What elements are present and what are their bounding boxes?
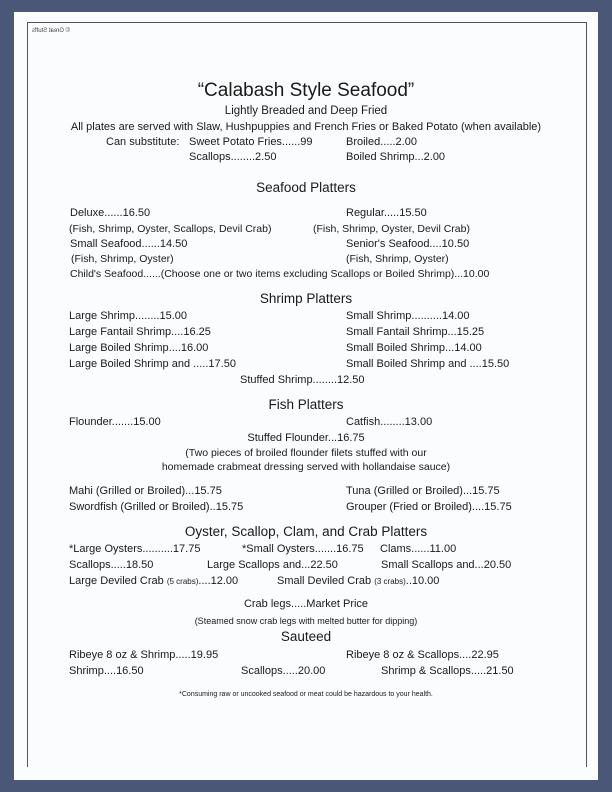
menu-item: Small Shrimp..........14.00 — [346, 310, 470, 322]
item-note: (3 crabs) — [374, 577, 406, 586]
item-description: (Fish, Shrimp, Oyster, Scallops, Devil Crab) — [69, 223, 272, 235]
substitute-item: Broiled.....2.00 — [346, 136, 417, 148]
item-name: Large Deviled Crab — [69, 575, 164, 587]
menu-item — [69, 575, 238, 588]
menu-subtitle: Lightly Breaded and Deep Fried — [224, 105, 388, 117]
menu-item: *Large Oysters..........17.75 — [69, 543, 201, 555]
menu-item: Ribeye 8 oz & Shrimp.....19.95 — [69, 649, 219, 661]
corner-mark: © Great Stuffs — [32, 28, 70, 34]
menu-item: Small Boiled Shrimp...14.00 — [346, 342, 482, 354]
menu-item: Clams......11.00 — [380, 543, 457, 555]
menu-item: Small Scallops and...20.50 — [381, 559, 512, 571]
menu-item: Small Boiled Shrimp and ....15.50 — [346, 358, 510, 370]
menu-item: Shrimp....16.50 — [69, 665, 144, 677]
menu-item: Small Fantail Shrimp...15.25 — [346, 326, 485, 338]
menu-item: Child's Seafood......(Choose one or two items excluding Scallops or Boiled Shrimp)...10.00 — [70, 268, 490, 280]
substitute-item: Scallops........2.50 — [189, 151, 277, 163]
menu-item: Large Boiled Shrimp....16.00 — [69, 342, 209, 354]
served-with-note: All plates are served with Slaw, Hushpuppies and French Fries or Baked Potato (when available) — [70, 121, 542, 133]
section-heading: Oyster, Scallop, Clam, and Crab Platters — [184, 524, 428, 539]
item-name: Small Deviled Crab — [277, 575, 372, 587]
menu-item: Swordfish (Grilled or Broiled)..15.75 — [69, 501, 244, 513]
menu-item: Tuna (Grilled or Broiled)...15.75 — [346, 485, 500, 497]
section-heading: Fish Platters — [268, 397, 344, 412]
substitute-item: Sweet Potato Fries......99 — [189, 136, 313, 148]
health-disclaimer: *Consuming raw or uncooked seafood or meat could be hazardous to your health. — [179, 691, 433, 698]
menu-item: *Small Oysters.......16.75 — [242, 543, 364, 555]
menu-item: Grouper (Fried or Broiled)....15.75 — [346, 501, 512, 513]
item-price: ....12.00 — [198, 575, 239, 587]
menu-item: Large Boiled Shrimp and .....17.50 — [69, 358, 236, 370]
section-heading: Seafood Platters — [256, 180, 356, 195]
menu-item — [277, 575, 439, 588]
menu-item: Small Seafood......14.50 — [70, 238, 188, 250]
item-description: (Fish, Shrimp, Oyster, Devil Crab) — [313, 223, 470, 235]
menu-item: Ribeye 8 oz & Scallops....22.95 — [346, 649, 499, 661]
menu-item: Catfish........13.00 — [346, 416, 433, 428]
menu-item: Scallops.....18.50 — [69, 559, 154, 571]
menu-item: Large Shrimp........15.00 — [69, 310, 188, 322]
item-description: (Two pieces of broiled flounder filets stuffed with our — [185, 447, 427, 459]
item-description: (Fish, Shrimp, Oyster) — [71, 253, 174, 265]
menu-item: Large Fantail Shrimp....16.25 — [69, 326, 211, 338]
item-description: homemade crabmeat dressing served with hollandaise sauce) — [161, 461, 451, 473]
menu-item: Stuffed Flounder...16.75 — [247, 432, 365, 444]
menu-item: Senior's Seafood....10.50 — [346, 238, 470, 250]
menu-item: Flounder.......15.00 — [69, 416, 161, 428]
section-heading: Sauteed — [280, 629, 332, 644]
substitute-item: Boiled Shrimp...2.00 — [346, 151, 446, 163]
menu-item: Shrimp & Scallops.....21.50 — [381, 665, 514, 677]
item-description: (Steamed snow crab legs with melted butter for dipping) — [194, 616, 418, 626]
menu-item: Stuffed Shrimp........12.50 — [240, 374, 365, 386]
menu-title: “Calabash Style Seafood” — [197, 80, 415, 101]
substitute-label: Can substitute: — [106, 136, 180, 148]
item-note: (5 crabs) — [166, 577, 199, 586]
item-description: (Fish, Shrimp, Oyster) — [346, 253, 449, 265]
menu-item: Deluxe......16.50 — [70, 207, 151, 219]
menu-item: Large Scallops and...22.50 — [207, 559, 338, 571]
menu-item: Crab legs.....Market Price — [243, 598, 369, 610]
menu-item: Regular.....15.50 — [346, 207, 427, 219]
menu-item: Mahi (Grilled or Broiled)...15.75 — [69, 485, 222, 497]
item-price: ..10.00 — [405, 575, 440, 587]
section-heading: Shrimp Platters — [259, 291, 353, 306]
menu-item: Scallops.....20.00 — [241, 665, 326, 677]
